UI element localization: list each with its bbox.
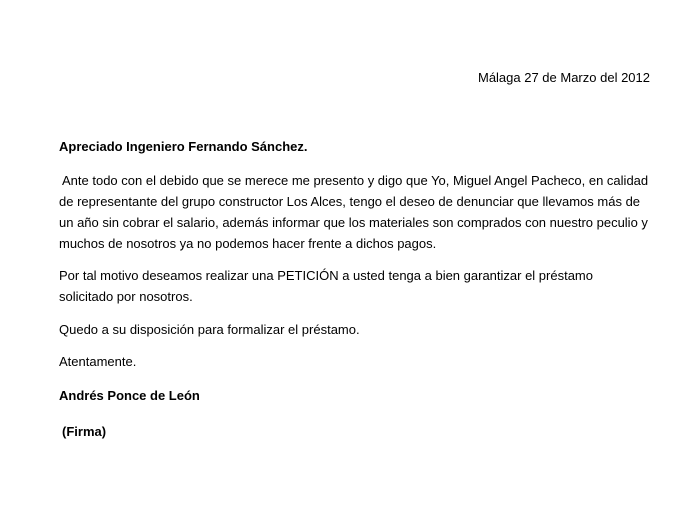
- letter-sender-name: Andrés Ponce de León: [59, 388, 200, 403]
- letter-paragraph-intro: Ante todo con el debido que se merece me presento y digo que Yo, Miguel Angel Pacheco, en calidad de representante del grupo constructor Los Alces, tengo el deseo de denunciar que llevamos más de un año sin cobrar el salario, además informar que los materiales son comprados con nuestro peculio y muchos de nosotros ya no podemos hacer frente a dichos pagos.: [59, 173, 649, 251]
- letter-salutation: Apreciado Ingeniero Fernando Sánchez.: [59, 139, 308, 154]
- letter-closing: Atentamente.: [59, 354, 137, 369]
- letter-signature: (Firma): [62, 424, 107, 439]
- letter-date: Málaga 27 de Marzo del 2012: [477, 70, 650, 85]
- letter-paragraph-availability: Quedo a su disposición para formalizar el préstamo.: [59, 322, 360, 337]
- letter-paragraph-request: Por tal motivo deseamos realizar una PETICIÓN a usted tenga a bien garantizar el préstamo solicitado por nosotros.: [59, 268, 593, 304]
